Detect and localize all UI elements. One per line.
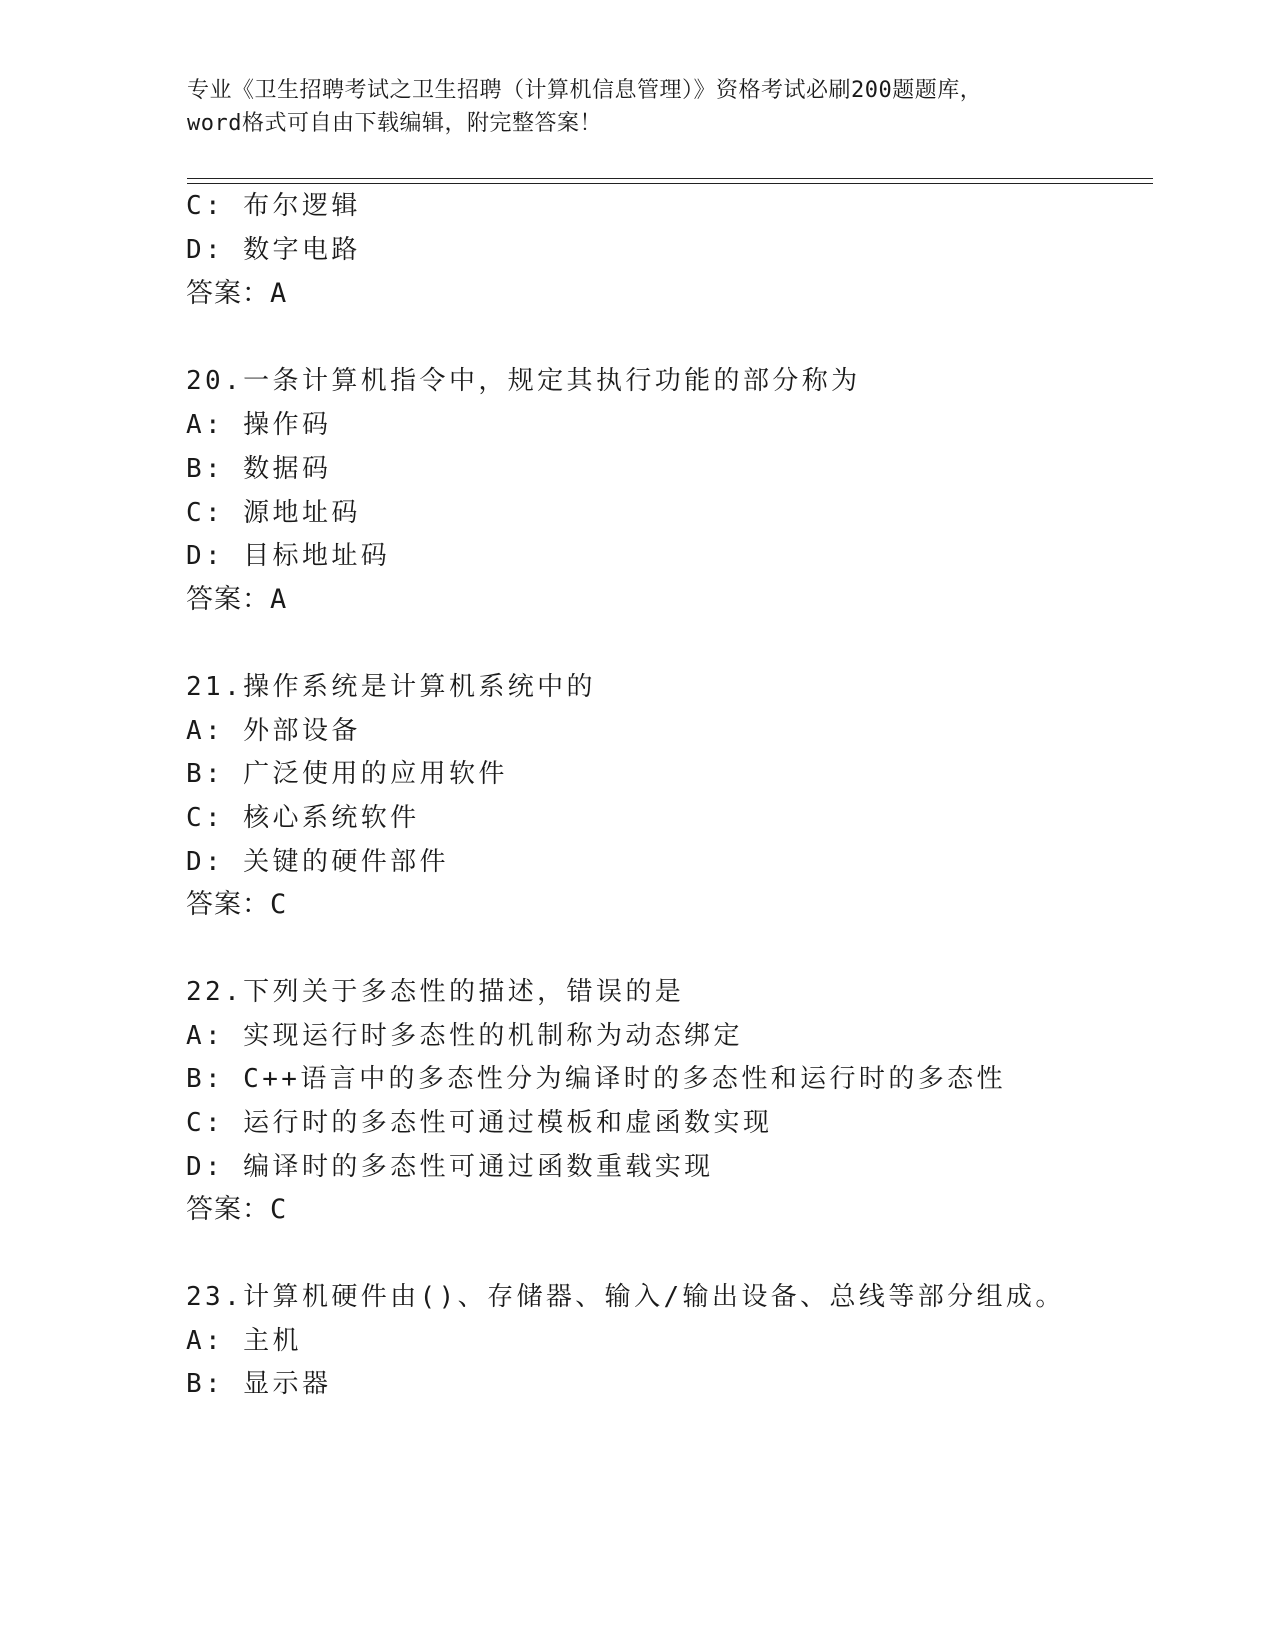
question-stem: 20.一条计算机指令中，规定其执行功能的部分称为 (186, 366, 861, 396)
answer: 答案：A (186, 584, 288, 615)
question-stem: 21.操作系统是计算机系统中的 (186, 672, 596, 702)
document-header (187, 74, 1087, 140)
question-stem: 22.下列关于多态性的描述，错误的是 (186, 977, 685, 1007)
option-a: A: 操作码 (186, 410, 332, 440)
answer: 答案：C (186, 1194, 288, 1225)
option-b: B: 数据码 (186, 454, 332, 484)
option-c: C: 布尔逻辑 (186, 191, 361, 221)
option-a: A: 外部设备 (186, 716, 361, 746)
header-title-line: 专业《卫生招聘考试之卫生招聘（计算机信息管理）》资格考试必刷200题题库， (187, 78, 983, 103)
answer: 答案：C (186, 889, 288, 920)
option-c: C: 运行时的多态性可通过模板和虚函数实现 (186, 1108, 773, 1138)
option-a: A: 主机 (186, 1326, 302, 1356)
option-c: C: 源地址码 (186, 498, 361, 528)
option-b: B: C++语言中的多态性分为编译时的多态性和运行时的多态性 (186, 1064, 1006, 1094)
question-stem: 23.计算机硬件由()、存储器、输入/输出设备、总线等部分组成。 (186, 1282, 1065, 1312)
option-d: D: 数字电路 (186, 235, 361, 265)
header-divider-bottom (187, 183, 1153, 184)
option-d: D: 关键的硬件部件 (186, 847, 449, 877)
header-divider-top (187, 178, 1153, 179)
option-d: D: 编译时的多态性可通过函数重载实现 (186, 1152, 714, 1182)
option-c: C: 核心系统软件 (186, 803, 420, 833)
option-b: B: 显示器 (186, 1369, 332, 1399)
answer: 答案：A (186, 278, 288, 309)
option-d: D: 目标地址码 (186, 541, 391, 571)
option-b: B: 广泛使用的应用软件 (186, 759, 508, 789)
option-a: A: 实现运行时多态性的机制称为动态绑定 (186, 1021, 743, 1051)
header-subtitle-line: word格式可自由下载编辑，附完整答案！ (187, 111, 602, 136)
